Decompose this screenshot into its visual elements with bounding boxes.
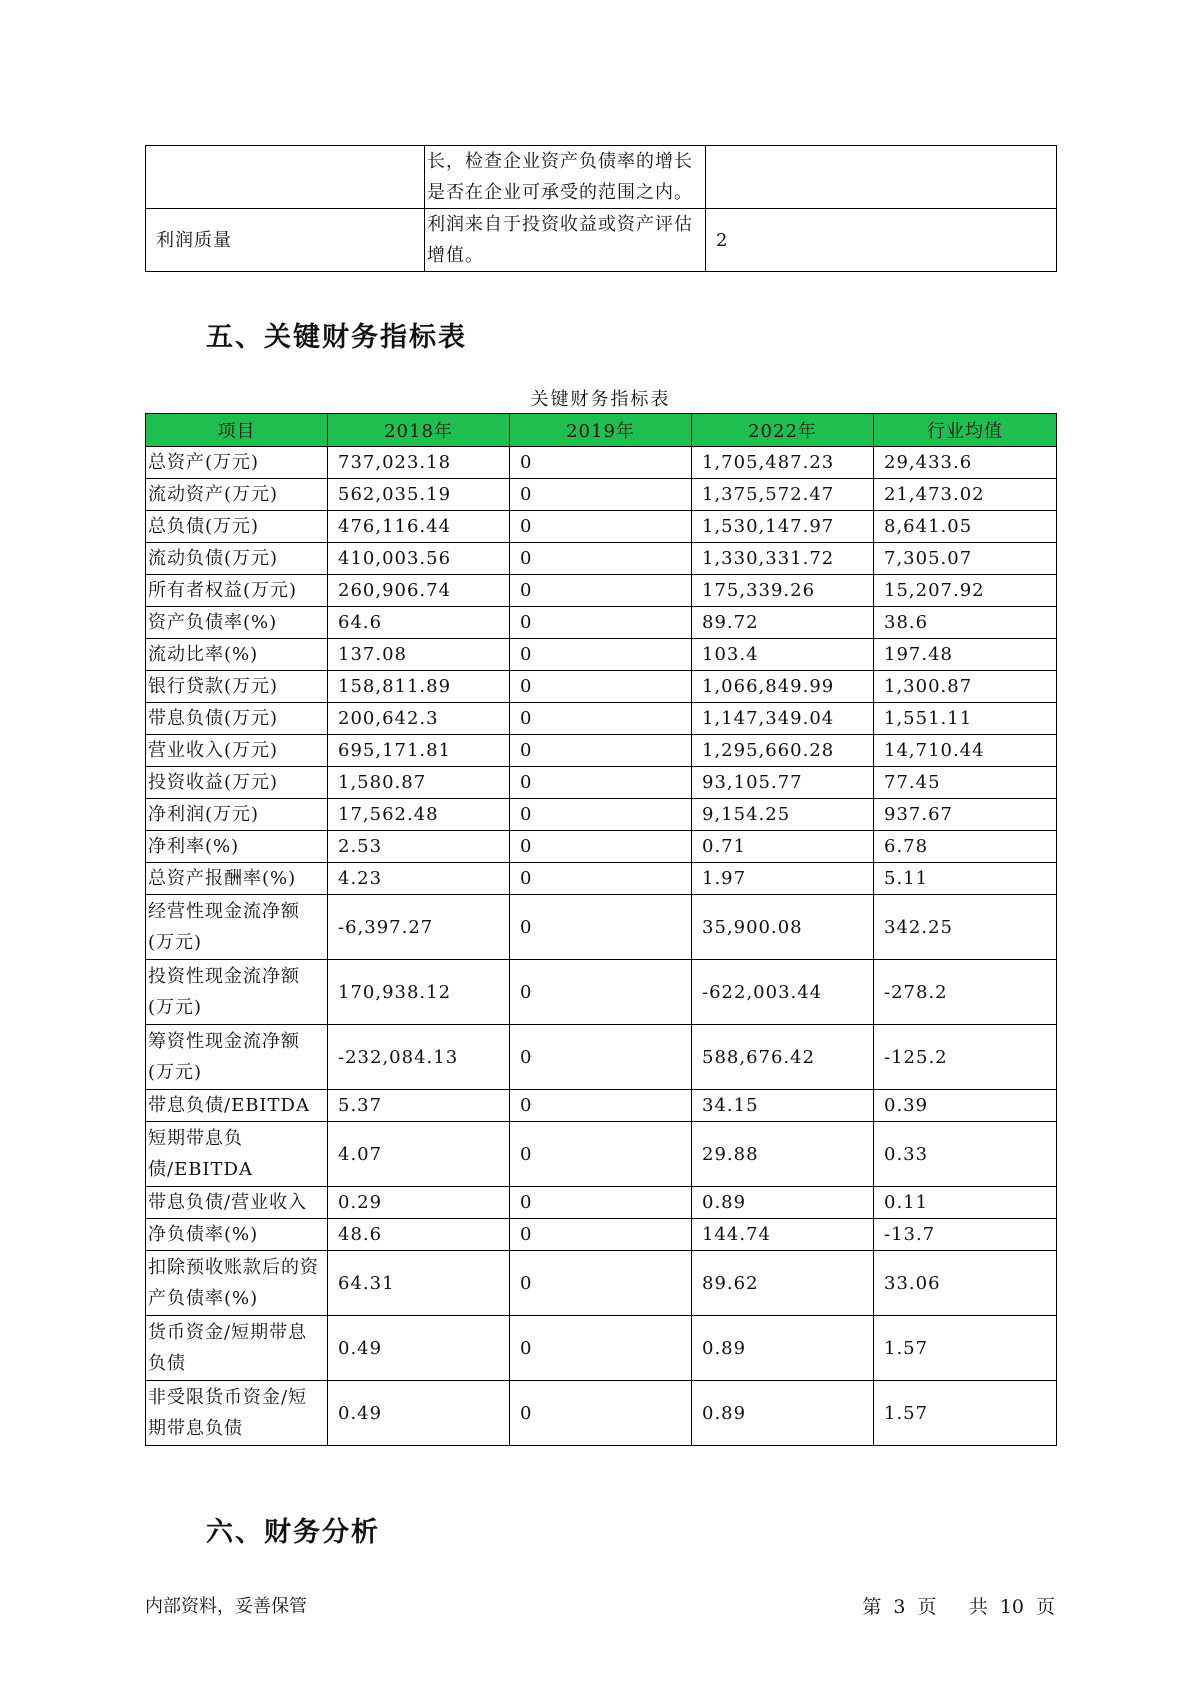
value-cell: 342.25 xyxy=(874,895,1057,960)
value-cell: 0 xyxy=(510,1187,692,1219)
indicator-name-cell: 流动比率(%) xyxy=(146,639,328,671)
value-cell: 89.72 xyxy=(692,607,874,639)
value-cell: 0 xyxy=(510,1122,692,1187)
value-cell: 260,906.74 xyxy=(328,575,510,607)
table-header-row xyxy=(146,414,1057,447)
value-cell: 0 xyxy=(510,639,692,671)
value-cell: 0 xyxy=(510,831,692,863)
value-cell: 1,705,487.23 xyxy=(692,447,874,479)
value-cell: 137.08 xyxy=(328,639,510,671)
indicator-name-cell: 非受限货币资金/短期带息负债 xyxy=(146,1381,328,1446)
value-cell: 1,580.87 xyxy=(328,767,510,799)
table-row xyxy=(146,1219,1057,1251)
value-cell: 34.15 xyxy=(692,1090,874,1122)
table-row xyxy=(146,1381,1057,1446)
value-cell: 197.48 xyxy=(874,639,1057,671)
continuation-table-body xyxy=(146,146,1057,272)
table-caption: 关键财务指标表 xyxy=(530,389,671,410)
value-cell: 15,207.92 xyxy=(874,575,1057,607)
column-header: 2022年 xyxy=(692,414,874,447)
indicator-name-cell: 银行贷款(万元) xyxy=(146,671,328,703)
value-cell: -622,003.44 xyxy=(692,960,874,1025)
table-row xyxy=(146,1025,1057,1090)
risk-score-cell xyxy=(706,146,1057,209)
table-row xyxy=(146,863,1057,895)
table-row xyxy=(146,1090,1057,1122)
indicator-name-cell: 扣除预收账款后的资产负债率(%) xyxy=(146,1251,328,1316)
value-cell: 1,300.87 xyxy=(874,671,1057,703)
value-cell: 7,305.07 xyxy=(874,543,1057,575)
value-cell: 103.4 xyxy=(692,639,874,671)
indicator-name-cell: 经营性现金流净额(万元) xyxy=(146,895,328,960)
value-cell: 0 xyxy=(510,479,692,511)
column-header: 项目 xyxy=(146,414,328,447)
value-cell: 1.97 xyxy=(692,863,874,895)
value-cell: -278.2 xyxy=(874,960,1057,1025)
value-cell: 0 xyxy=(510,1090,692,1122)
value-cell: 1,295,660.28 xyxy=(692,735,874,767)
value-cell: 89.62 xyxy=(692,1251,874,1316)
value-cell: 0.89 xyxy=(692,1316,874,1381)
value-cell: 0 xyxy=(510,703,692,735)
value-cell: 14,710.44 xyxy=(874,735,1057,767)
value-cell: 1,147,349.04 xyxy=(692,703,874,735)
page-label: 第 xyxy=(862,1596,882,1618)
value-cell: 4.07 xyxy=(328,1122,510,1187)
table-row xyxy=(146,543,1057,575)
indicator-name-cell: 总负债(万元) xyxy=(146,511,328,543)
value-cell: 410,003.56 xyxy=(328,543,510,575)
value-cell: 144.74 xyxy=(692,1219,874,1251)
risk-description-cell: 长，检查企业资产负债率的增长是否在企业可承受的范围之内。 xyxy=(425,146,706,209)
table-row xyxy=(146,479,1057,511)
value-cell: 0 xyxy=(510,1381,692,1446)
value-cell: 0 xyxy=(510,543,692,575)
value-cell: 4.23 xyxy=(328,863,510,895)
risk-item-cell xyxy=(146,146,425,209)
indicator-name-cell: 带息负债/EBITDA xyxy=(146,1090,328,1122)
value-cell: 588,676.42 xyxy=(692,1025,874,1090)
value-cell: 1,551.11 xyxy=(874,703,1057,735)
section-5-title: 五、关键财务指标表 xyxy=(206,322,467,353)
value-cell: 9,154.25 xyxy=(692,799,874,831)
value-cell: 0 xyxy=(510,447,692,479)
value-cell: 937.67 xyxy=(874,799,1057,831)
table-row xyxy=(146,1122,1057,1187)
value-cell: 1.57 xyxy=(874,1316,1057,1381)
value-cell: 0 xyxy=(510,960,692,1025)
table-row xyxy=(146,1187,1057,1219)
column-header: 2018年 xyxy=(328,414,510,447)
table-row xyxy=(146,735,1057,767)
value-cell: 0 xyxy=(510,1219,692,1251)
value-cell: -125.2 xyxy=(874,1025,1057,1090)
value-cell: 0.89 xyxy=(692,1381,874,1446)
indicator-name-cell: 总资产(万元) xyxy=(146,447,328,479)
value-cell: 0.39 xyxy=(874,1090,1057,1122)
risk-score-cell: 2 xyxy=(706,209,1057,272)
continuation-row xyxy=(146,209,1057,272)
value-cell: 64.6 xyxy=(328,607,510,639)
value-cell: 0 xyxy=(510,671,692,703)
indicator-name-cell: 投资收益(万元) xyxy=(146,767,328,799)
value-cell: 5.11 xyxy=(874,863,1057,895)
value-cell: 562,035.19 xyxy=(328,479,510,511)
value-cell: 29,433.6 xyxy=(874,447,1057,479)
table-row xyxy=(146,511,1057,543)
value-cell: 1,330,331.72 xyxy=(692,543,874,575)
value-cell: 2.53 xyxy=(328,831,510,863)
value-cell: 0 xyxy=(510,607,692,639)
value-cell: 0 xyxy=(510,1316,692,1381)
value-cell: 64.31 xyxy=(328,1251,510,1316)
value-cell: 0 xyxy=(510,1025,692,1090)
value-cell: 35,900.08 xyxy=(692,895,874,960)
table-row xyxy=(146,799,1057,831)
value-cell: 0.49 xyxy=(328,1316,510,1381)
page-total: 10 xyxy=(999,1596,1024,1618)
indicator-name-cell: 投资性现金流净额(万元) xyxy=(146,960,328,1025)
risk-description-cell: 利润来自于投资收益或资产评估增值。 xyxy=(425,209,706,272)
value-cell: -232,084.13 xyxy=(328,1025,510,1090)
indicator-name-cell: 短期带息负债/EBITDA xyxy=(146,1122,328,1187)
value-cell: 0.89 xyxy=(692,1187,874,1219)
table-row xyxy=(146,1251,1057,1316)
value-cell: 38.6 xyxy=(874,607,1057,639)
value-cell: 0.33 xyxy=(874,1122,1057,1187)
indicator-name-cell: 总资产报酬率(%) xyxy=(146,863,328,895)
indicator-name-cell: 流动负债(万元) xyxy=(146,543,328,575)
indicator-name-cell: 带息负债(万元) xyxy=(146,703,328,735)
value-cell: 200,642.3 xyxy=(328,703,510,735)
value-cell: 6.78 xyxy=(874,831,1057,863)
indicator-name-cell: 营业收入(万元) xyxy=(146,735,328,767)
table-row xyxy=(146,767,1057,799)
indicator-name-cell: 所有者权益(万元) xyxy=(146,575,328,607)
value-cell: 0 xyxy=(510,735,692,767)
table-body xyxy=(146,447,1057,1446)
value-cell: 5.37 xyxy=(328,1090,510,1122)
value-cell: 0 xyxy=(510,799,692,831)
footer-page-number xyxy=(861,1592,1056,1619)
value-cell: 170,938.12 xyxy=(328,960,510,1025)
table-row xyxy=(146,703,1057,735)
value-cell: 0.71 xyxy=(692,831,874,863)
page-current: 3 xyxy=(893,1596,906,1618)
table-row xyxy=(146,831,1057,863)
indicator-name-cell: 资产负债率(%) xyxy=(146,607,328,639)
value-cell: 0 xyxy=(510,895,692,960)
footer-confidential-note: 内部资料，妥善保管 xyxy=(145,1596,307,1617)
table-row xyxy=(146,960,1057,1025)
table-header xyxy=(146,414,1057,447)
continuation-table xyxy=(145,145,1057,272)
value-cell: -13.7 xyxy=(874,1219,1057,1251)
value-cell: 1,530,147.97 xyxy=(692,511,874,543)
table-row xyxy=(146,671,1057,703)
table-row xyxy=(146,447,1057,479)
total-label: 共 xyxy=(968,1596,988,1618)
value-cell: 737,023.18 xyxy=(328,447,510,479)
value-cell: 695,171.81 xyxy=(328,735,510,767)
value-cell: 1,066,849.99 xyxy=(692,671,874,703)
value-cell: 1.57 xyxy=(874,1381,1057,1446)
risk-item-cell: 利润质量 xyxy=(146,209,425,272)
column-header: 行业均值 xyxy=(874,414,1057,447)
indicator-name-cell: 带息负债/营业收入 xyxy=(146,1187,328,1219)
value-cell: 158,811.89 xyxy=(328,671,510,703)
indicator-name-cell: 净利润(万元) xyxy=(146,799,328,831)
value-cell: 0.49 xyxy=(328,1381,510,1446)
value-cell: 93,105.77 xyxy=(692,767,874,799)
indicator-name-cell: 流动资产(万元) xyxy=(146,479,328,511)
value-cell: 21,473.02 xyxy=(874,479,1057,511)
value-cell: 0 xyxy=(510,511,692,543)
value-cell: 0.11 xyxy=(874,1187,1057,1219)
indicator-name-cell: 净利率(%) xyxy=(146,831,328,863)
value-cell: 8,641.05 xyxy=(874,511,1057,543)
table-row xyxy=(146,1316,1057,1381)
value-cell: 1,375,572.47 xyxy=(692,479,874,511)
column-header: 2019年 xyxy=(510,414,692,447)
value-cell: 0 xyxy=(510,1251,692,1316)
page-unit: 页 xyxy=(917,1596,937,1618)
section-6-title: 六、财务分析 xyxy=(206,1517,380,1548)
table-row xyxy=(146,575,1057,607)
value-cell: 175,339.26 xyxy=(692,575,874,607)
total-unit: 页 xyxy=(1035,1596,1055,1618)
value-cell: 0 xyxy=(510,767,692,799)
key-financial-indicators-table xyxy=(145,413,1057,1446)
value-cell: 476,116.44 xyxy=(328,511,510,543)
indicator-name-cell: 货币资金/短期带息负债 xyxy=(146,1316,328,1381)
value-cell: 0 xyxy=(510,575,692,607)
value-cell: 0.29 xyxy=(328,1187,510,1219)
value-cell: 29.88 xyxy=(692,1122,874,1187)
table-row xyxy=(146,895,1057,960)
table-row xyxy=(146,639,1057,671)
indicator-name-cell: 筹资性现金流净额(万元) xyxy=(146,1025,328,1090)
continuation-row xyxy=(146,146,1057,209)
value-cell: 33.06 xyxy=(874,1251,1057,1316)
value-cell: 48.6 xyxy=(328,1219,510,1251)
value-cell: 0 xyxy=(510,863,692,895)
indicator-name-cell: 净负债率(%) xyxy=(146,1219,328,1251)
value-cell: -6,397.27 xyxy=(328,895,510,960)
value-cell: 77.45 xyxy=(874,767,1057,799)
table-row xyxy=(146,607,1057,639)
value-cell: 17,562.48 xyxy=(328,799,510,831)
